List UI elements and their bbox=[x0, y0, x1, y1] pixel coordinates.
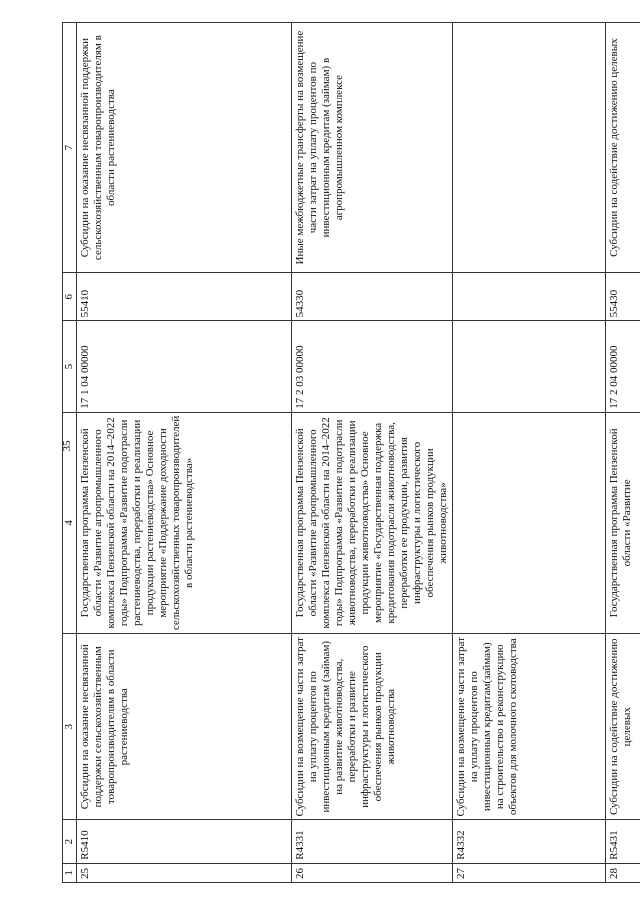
table-row bbox=[606, 23, 640, 883]
header-cell: 6 bbox=[63, 273, 77, 321]
row-name: Субсидии на возмещение части затрат на уплату процентов по инвестиционным кредитам(займам) на строительство и реконструкцию объектов для молочного скотоводства bbox=[453, 634, 606, 820]
row-number: 28 bbox=[606, 863, 640, 882]
row-target: Иные межбюджетные трансферты на возмещение части затрат на уплату процентов по инвестиционным кредитам (займам) в агропромышленном комплексе bbox=[292, 23, 453, 273]
row-target bbox=[453, 23, 606, 273]
row-number: 27 bbox=[453, 863, 606, 882]
table-row bbox=[453, 23, 606, 883]
row-vr: 54330 bbox=[292, 273, 453, 321]
row-name: Субсидии на оказание несвязанной поддержки сельскохозяйственным товаропроизводителям в области растениеводства bbox=[77, 634, 292, 820]
row-csr: 17 2 03 00000 bbox=[292, 321, 453, 412]
row-csr: 17 1 04 00000 bbox=[77, 321, 292, 412]
table-row bbox=[292, 23, 453, 883]
row-target: Субсидии на содействие достижению целевых bbox=[606, 23, 640, 273]
header-cell: 4 bbox=[63, 412, 77, 633]
row-program: Государственная программа Пензенской области «Развитие агропромышленного комплекса Пензенской области на 2014–2022 годы» Подпрограмма «Развитие подотрасли растениеводства, переработки и реализации продукции растениеводства» Основное мероприятие «Поддержание доходности сельскохозяйственных товаропроизводителей в области растениеводства» bbox=[77, 412, 292, 633]
row-code: R5431 bbox=[606, 820, 640, 863]
header-cell: 3 bbox=[63, 634, 77, 820]
header-cell: 7 bbox=[63, 23, 77, 273]
table-header-row bbox=[63, 23, 77, 883]
row-name: Субсидии на возмещение части затрат на уплату процентов по инвестиционным кредитам (займам) на развитие животноводства, переработки и развитие инфраструктуры и логистического обеспечения рынков продукции животноводства bbox=[292, 634, 453, 820]
row-target: Субсидии на оказание несвязанной поддержки сельскохозяйственным товаропроизводителям в области растениеводства bbox=[77, 23, 292, 273]
row-program: Государственная программа Пензенской области «Развитие bbox=[606, 412, 640, 633]
row-csr: 17 2 04 00000 bbox=[606, 321, 640, 412]
table-row bbox=[77, 23, 292, 883]
row-program: Государственная программа Пензенской области «Развитие агропромышленного комплекса Пензенской области на 2014–2022 годы» Подпрограмма «Развитие подотрасли животноводства, переработки и реализации продукции животноводства» Основное мероприятие «Государственная поддержка кредитования подотрасли животноводства, переработки ее продукции, развития инфраструктуры и логистического обеспечения рынков продукции животноводства» bbox=[292, 412, 453, 633]
row-vr bbox=[453, 273, 606, 321]
row-code: R4331 bbox=[292, 820, 453, 863]
row-vr: 55410 bbox=[77, 273, 292, 321]
row-vr: 55430 bbox=[606, 273, 640, 321]
page-number: 35 bbox=[61, 440, 73, 452]
row-code: R5410 bbox=[77, 820, 292, 863]
header-cell: 1 bbox=[63, 863, 77, 882]
header-cell: 5 bbox=[63, 321, 77, 412]
row-number: 25 bbox=[77, 863, 292, 882]
document-table bbox=[62, 22, 640, 883]
row-code: R4332 bbox=[453, 820, 606, 863]
row-csr bbox=[453, 321, 606, 412]
row-name: Субсидии на содействие достижению целевых bbox=[606, 634, 640, 820]
row-number: 26 bbox=[292, 863, 453, 882]
header-cell: 2 bbox=[63, 820, 77, 863]
row-program bbox=[453, 412, 606, 633]
